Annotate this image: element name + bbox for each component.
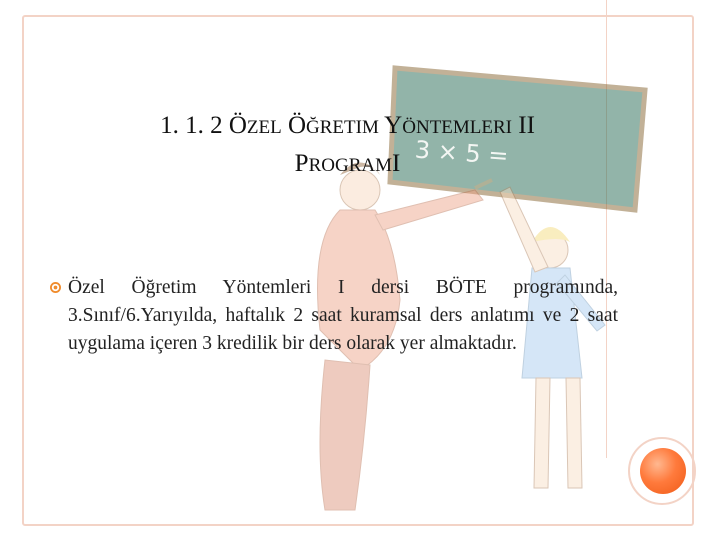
bullet-list	[62, 274, 618, 358]
board-equation: 3 × 5 =	[413, 135, 510, 171]
orange-circle-decoration	[640, 448, 686, 494]
title-line-2: PROGRAMI	[294, 150, 401, 177]
circle-bullet-icon	[50, 282, 61, 293]
bullet-text: Özel Öğretim Yöntemleri I dersi BÖTE programında, 3.Sınıf/6.Yarıyılda, haftalık 2 saat kuramsal ders anlatımı ve 2 saat uygulama içeren 3 kredilik bir ders olarak yer almaktadır.	[68, 277, 618, 354]
list-item	[62, 274, 618, 358]
slide-title	[95, 108, 600, 184]
title-line-1: 1. 1. 2 ÖZEL ÖĞRETIM YÖNTEMLERI II	[160, 112, 535, 139]
